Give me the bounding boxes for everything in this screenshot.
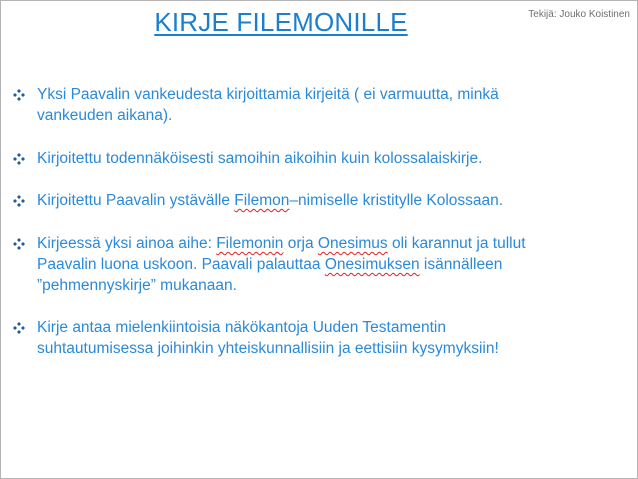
spellcheck-word: Onesimus (317, 235, 388, 252)
author-credit: Tekijä: Jouko Koistinen (528, 9, 630, 20)
bullet-text-line: vankeuden aikana). (37, 107, 173, 124)
slide-title: KIRJE FILEMONILLE (154, 7, 408, 37)
diamond-bullet-icon (11, 84, 27, 105)
text-run: Paavalin luona uskoon. Paavali palauttaa (37, 256, 325, 273)
text-run: –nimiselle kristitylle Kolossaan. (289, 192, 504, 209)
bullet-item (11, 84, 621, 126)
text-run: orja (283, 235, 318, 252)
diamond-bullet-icon (11, 190, 27, 211)
diamond-bullet-icon (11, 317, 27, 338)
bullet-item (11, 233, 621, 296)
bullet-text-line (37, 254, 621, 275)
bullet-item (11, 148, 621, 169)
text-run: oli karannut ja tullut (387, 235, 526, 252)
bullet-item (11, 190, 621, 211)
diamond-bullet-icon (11, 233, 27, 254)
bullet-text-line (37, 233, 621, 254)
bullet-text-line: Yksi Paavalin vankeudesta kirjoittamia kirjeitä ( ei varmuutta, minkä (37, 86, 499, 103)
bullet-text-line: suhtautumisessa joihinkin yhteiskunnallisiin ja eettisiin kysymyksiin! (37, 340, 499, 357)
spellcheck-word: Onesimuksen (324, 256, 420, 273)
spellcheck-word: Filemon (234, 192, 290, 209)
text-run: Kirjeessä yksi ainoa aihe: (37, 235, 217, 252)
text-run: Kirjoitettu Paavalin ystävälle (37, 192, 235, 209)
spellcheck-word: Filemonin (216, 235, 284, 252)
bullet-text-line: Kirjoitettu todennäköisesti samoihin aikoihin kuin kolossalaiskirje. (37, 150, 483, 167)
bullet-text-line (37, 190, 621, 211)
bullet-text-line: Kirje antaa mielenkiintoisia näkökantoja Uuden Testamentin (37, 319, 446, 336)
bullet-item (11, 317, 621, 359)
diamond-bullet-icon (11, 148, 27, 169)
bullet-text-line: ”pehmennyskirje” mukanaan. (37, 277, 237, 294)
text-run: isännälleen (419, 256, 503, 273)
